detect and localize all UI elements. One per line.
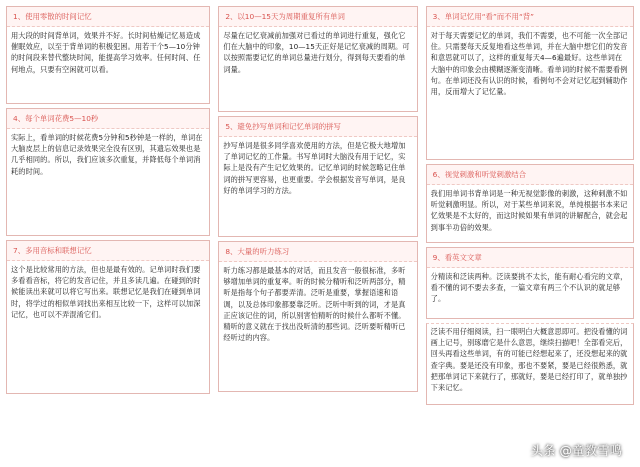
- tip-body: 抄写单词是很多同学喜欢使用的方法，但是它极大地增加了单词记忆的工作量。书写单词时大脑没有用于记忆，实际上是没有产生记忆效果的。记忆单词的时候忽略记住单词的拼写更容易，也更重要。学会根据发音写单词，是良好的单词学习的方法。: [223, 141, 406, 195]
- tip-body: 分精读和泛读两种。泛读要挑不太长，能有耐心看完的文章，看不懂的词不要去多查，一篇文章有两三个不认识的就足够了。: [430, 272, 628, 304]
- watermark: 头条 @童教雪鸣: [530, 443, 622, 458]
- column-right: [426, 6, 634, 467]
- tip-body: 对于每天需要记忆的单词，我们不需要，也不可能一次全部记住。只需要每天反复地看这些单词，并在大脑中想它们的发音和意思就可以了，这样的重复每天4—6遍最好。这些单词在大脑中的印象会由模糊逐渐变清晰。看单词的时候不需要看例句。在单词还没有认识的时候，看例句不会对记忆起到辅助作用，反而增大了记忆量。: [430, 31, 628, 97]
- tip-title: 9、看英文文章: [427, 248, 633, 268]
- tip-card-5: [218, 116, 417, 237]
- tip-title: 6、视觉刺激和听觉刺激结合: [427, 165, 633, 185]
- tip-card-8: [218, 241, 417, 392]
- tip-body: 这个是比较常用的方法，但也是最有效的。记单词时我们要多看看音标，将它的发音记住，并且多读几遍。在碰到的时候能读出来就可以将它写出来。联想记忆是我们在碰到单词时，将学过的相似单词找出来相互比较一下，这样可以加深记忆，也可以不弄混淆它们。: [11, 265, 201, 319]
- tip-card-9-continued: [426, 323, 634, 405]
- tip-card-2: [218, 6, 417, 112]
- column-left: [6, 6, 210, 467]
- tip-card-9: [426, 247, 634, 319]
- tip-card-6: [426, 164, 634, 243]
- tip-title: 5、避免抄写单词和记忆单词的拼写: [219, 117, 416, 137]
- tip-title: 7、多用音标和联想记忆: [7, 241, 209, 261]
- column-middle: [218, 6, 417, 467]
- tip-title: 2、以10—15天为周期重复所有单词: [219, 7, 416, 27]
- tip-body: 尽量在记忆衰减前加强对已看过的单词进行重复，强化它们在大脑中的印象，10—15天正好是记忆衰减的周期。可以按照需要记忆的单词总量进行划分，得到每天要看的单词量。: [223, 31, 410, 74]
- tip-card-1: [6, 6, 210, 104]
- tip-card-3: [426, 6, 634, 160]
- tip-body: 实际上，看单词的时候花费5分钟和5秒钟是一样的，单词在大脑皮层上的信息记录效果完全没有区别，其遗忘效果也是几乎相同的。所以，我们应该多次重复，并降低每个单词消耗的时间。: [11, 133, 203, 176]
- tip-body: 听力练习都是最基本的对话，而且发音一般很标准，多听够增加单词的重复率。听的时候分精听和泛听两部分，精听是指每个句子都要弄清。泛听是重要，掌握语速和语调，以及总体印象都要靠泛听。泛听中听到的词，才是真正应该记住的词，所以别害怕精听的时候什么都听不懂。精听的意义就在于找出没听清的那些词。泛听要听精听已经听过的内容。: [223, 266, 406, 343]
- tip-body: 泛读不用仔细阅读，扫一眼明白大概意思即可。把没看懂的词画上记号，别琢磨它是什么意思，继续扫描吧！全部看完后，回头再看这些单词，有的可能已经想起来了，还没想起来的就查字典。要是还没有印象，那也不要紧，要是已经很熟悉，就把那单词记下来就行了，那就好，要是已经打印了，就单独抄下来记忆。: [430, 327, 628, 393]
- tip-body: 用大段的时间背单词，效果并不好。长时间枯燥记忆易造成催眠效应，以至于背单词的积极犯困。用若干个5—10分钟的时间段来替代整块时间，能提高学习效率。任何时间、任何地点，只要有空闲就可以看。: [11, 31, 201, 74]
- tip-title: 4、每个单词花费5—10秒: [7, 109, 209, 129]
- tip-body: 我们用单词书背单词是一种无视觉影像的刺激，这种刺激不如听觉刺激明显。所以，对于某些单词来说，单纯根据书本来记忆效果是不太好的，而这时候如果有单词的讲解配合，就会起到事半功倍的效果。: [430, 189, 628, 232]
- tip-title: 8、大量的听力练习: [219, 242, 416, 262]
- tip-card-4: [6, 108, 210, 236]
- tip-title: 1、使用零散的时间记忆: [7, 7, 209, 27]
- tip-card-7: [6, 240, 210, 394]
- tip-title: 3、单词记忆用“看”而不用“背”: [427, 7, 633, 27]
